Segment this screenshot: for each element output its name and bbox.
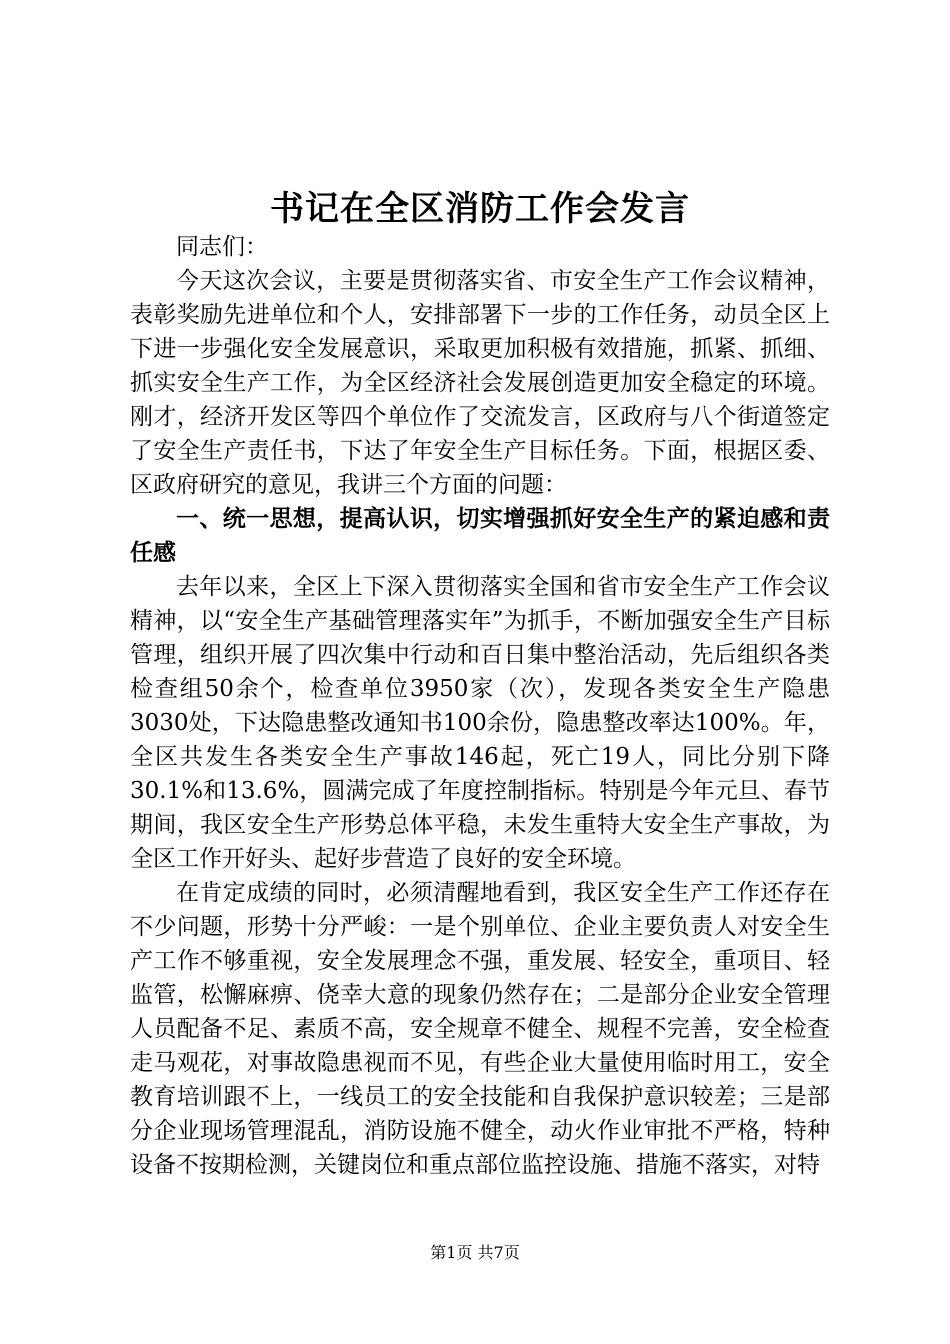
- achievements-paragraph: 去年以来，全区上下深入贯彻落实全国和省市安全生产工作会议精神，以“安全生产基础管理落实年”为抓手，不断加强安全生产目标管理，组织开展了四次集中行动和百日集中整治活动，先后组织各类检查组50余个，检查单位3950家（次），发现各类安全生产隐患3030处，下达隐患整改通知书100余份，隐患整改率达100%。年，全区共发生各类安全生产事故146起，死亡19人，同比分别下降30.1%和13.6%，圆满完成了年度控制指标。特别是今年元旦、春节期间，我区安全生产形势总体平稳，未发生重特大安全生产事故，为全区工作开好头、起好步营造了良好的安全环境。: [130, 574, 830, 872]
- salutation-paragraph: 同志们：: [176, 234, 268, 260]
- section-heading: 一、统一思想，提高认识，切实增强抓好安全生产的紧迫感和责任感: [130, 506, 830, 566]
- intro-paragraph: 今天这次会议，主要是贯彻落实省、市安全生产工作会议精神，表彰奖励先进单位和个人，安排部署下一步的工作任务，动员全区上下进一步强化安全发展意识，采取更加积极有效措施，抓紧、抓细、抓实安全生产工作，为全区经济社会发展创造更加安全稳定的环境。刚才，经济开发区等四个单位作了交流发言，区政府与八个街道签定了安全生产责任书，下达了年安全生产目标任务。下面，根据区委、区政府研究的意见，我讲三个方面的问题：: [130, 268, 830, 498]
- document-body: [130, 230, 830, 1182]
- page-number-footer: 第1页 共7页: [430, 1243, 520, 1262]
- document-title: 书记在全区消防工作会发言: [270, 189, 690, 229]
- problems-paragraph: 在肯定成绩的同时，必须清醒地看到，我区安全生产工作还存在不少问题，形势十分严峻：一是个别单位、企业主要负责人对安全生产工作不够重视，安全发展理念不强，重发展、轻安全，重项目、轻监管，松懈麻痹、侥幸大意的现象仍然存在；二是部分企业安全管理人员配备不足、素质不高，安全规章不健全、规程不完善，安全检查走马观花，对事故隐患视而不见，有些企业大量使用临时用工，安全教育培训跟不上，一线员工的安全技能和自我保护意识较差；三是部分企业现场管理混乱，消防设施不健全，动火作业审批不严格，特种设备不按期检测，关键岗位和重点部位监控设施、措施不落实，对特: [130, 880, 830, 1178]
